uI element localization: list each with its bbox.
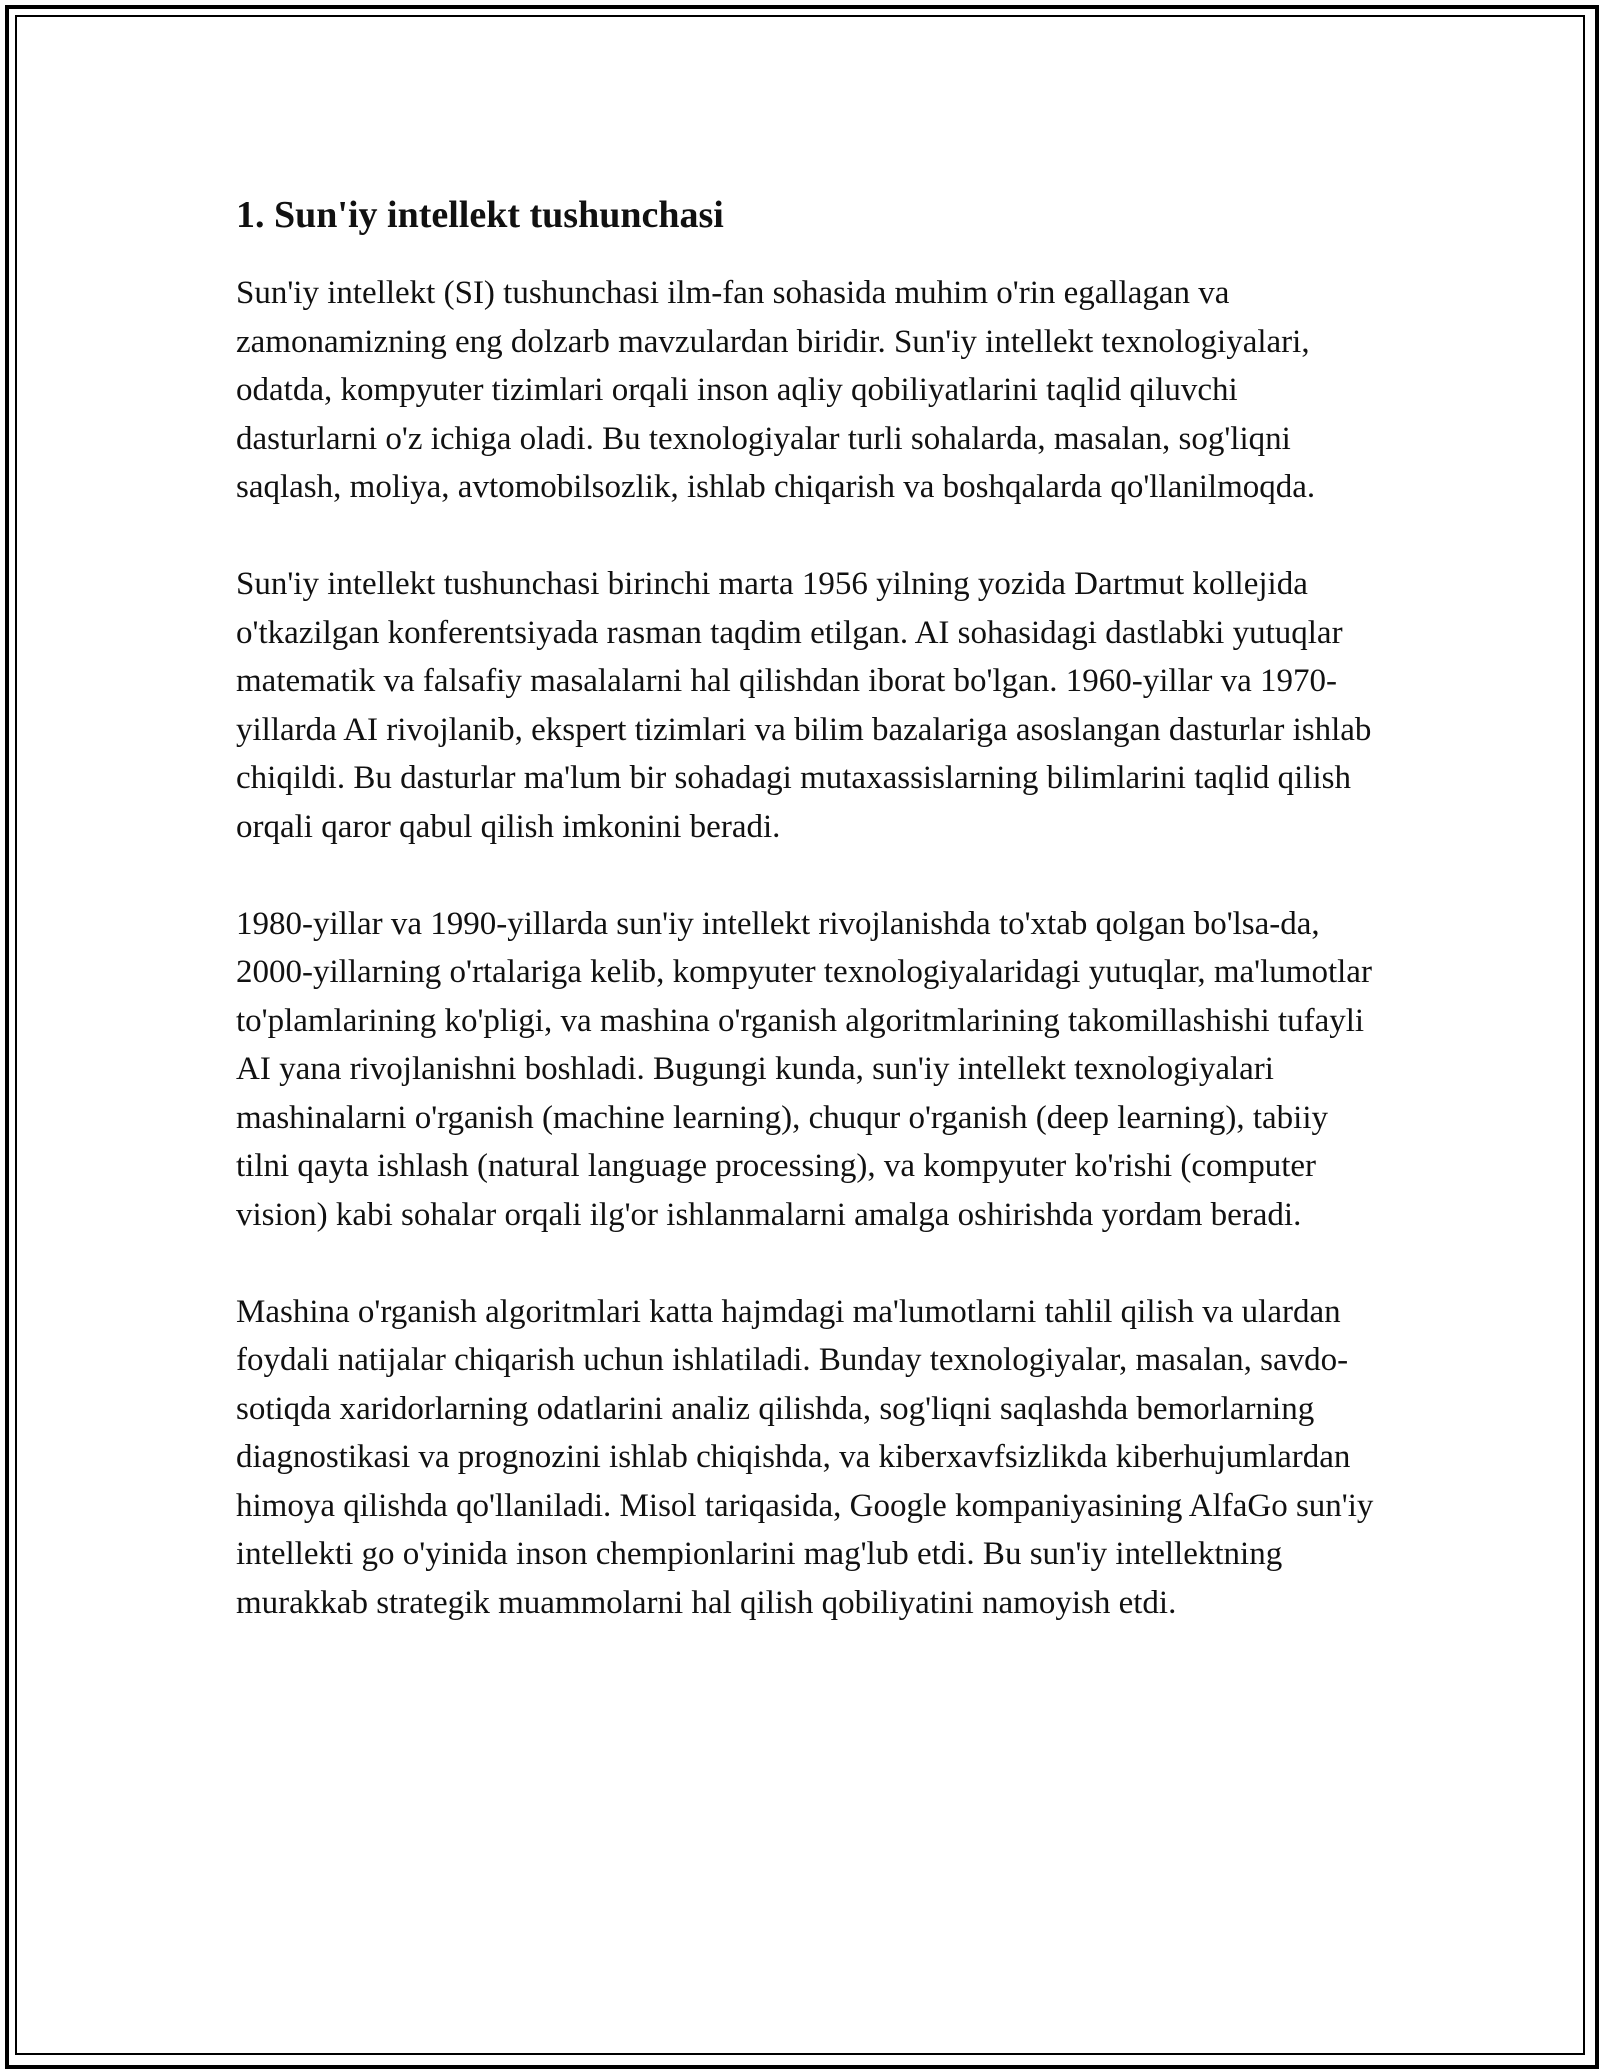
section-heading: 1. Sun'iy intellekt tushunchasi [236, 194, 724, 236]
paragraph-2: Sun'iy intellekt tushunchasi birinchi marta 1956 yilning yozida Dartmut kollejida o'tkazilgan konferentsiyada rasman taqdim etilgan. AI sohasidagi dastlabki yutuqlar matematik va falsafiy masalalarni hal qilishdan iborat bo'lgan. 1960-yillar va 1970-yillarda AI rivojlanib, ekspert tizimlari va bilim bazalariga asoslangan dasturlar ishlab chiqildi. Bu dasturlar ma'lum bir sohadagi mutaxassislarning bilimlarini taqlid qilish orqali qaror qabul qilish imkonini beradi. [236, 566, 1372, 845]
paragraph-1: Sun'iy intellekt (SI) tushunchasi ilm-fan sohasida muhim o'rin egallagan va zamonamizning eng dolzarb mavzulardan biridir. Sun'iy intellekt texnologiyalari, odatda, kompyuter tizimlari orqali inson aqliy qobiliyatlarini taqlid qiluvchi dasturlarni o'z ichiga oladi. Bu texnologiyalar turli sohalarda, masalan, sog'liqni saqlash, moliya, avtomobilsozlik, ishlab chiqarish va boshqalarda qo'llanilmoqda. [236, 275, 1316, 505]
paragraph-3: 1980-yillar va 1990-yillarda sun'iy intellekt rivojlanishda to'xtab qolgan bo'lsa-da, 2000-yillarning o'rtalariga kelib, kompyuter texnologiyalaridagi yutuqlar, ma'lumotlar to'plamlarining ko'pligi, va mashina o'rganish algoritmlarining takomillashishi tufayli AI yana rivojlanishni boshladi. Bugungi kunda, sun'iy intellekt texnologiyalari mashinalarni o'rganish (machine learning), chuqur o'rganish (deep learning), tabiiy tilni qayta ishlash (natural language processing), va kompyuter ko'rishi (computer vision) kabi sohalar orqali ilg'or ishlanmalarni amalga oshirishda yordam beradi. [236, 905, 1372, 1233]
paragraph-4: Mashina o'rganish algoritmlari katta hajmdagi ma'lumotlarni tahlil qilish va ulardan foydali natijalar chiqarish uchun ishlatiladi. Bunday texnologiyalar, masalan, savdo-sotiqda xaridorlarning odatlarini analiz qilishda, sog'liqni saqlashda bemorlarning diagnostikasi va prognozini ishlab chiqishda, va kiberxavfsizlikda kiberhujumlardan himoya qilishda qo'llaniladi. Misol tariqasida, Google kompaniyasining AlfaGo sun'iy intellekti go o'yinida inson chempionlarini mag'lub etdi. Bu sun'iy intellektning murakkab strategik muammolarni hal qilish qobiliyatini namoyish etdi. [236, 1293, 1374, 1621]
document-body [236, 185, 1386, 1627]
